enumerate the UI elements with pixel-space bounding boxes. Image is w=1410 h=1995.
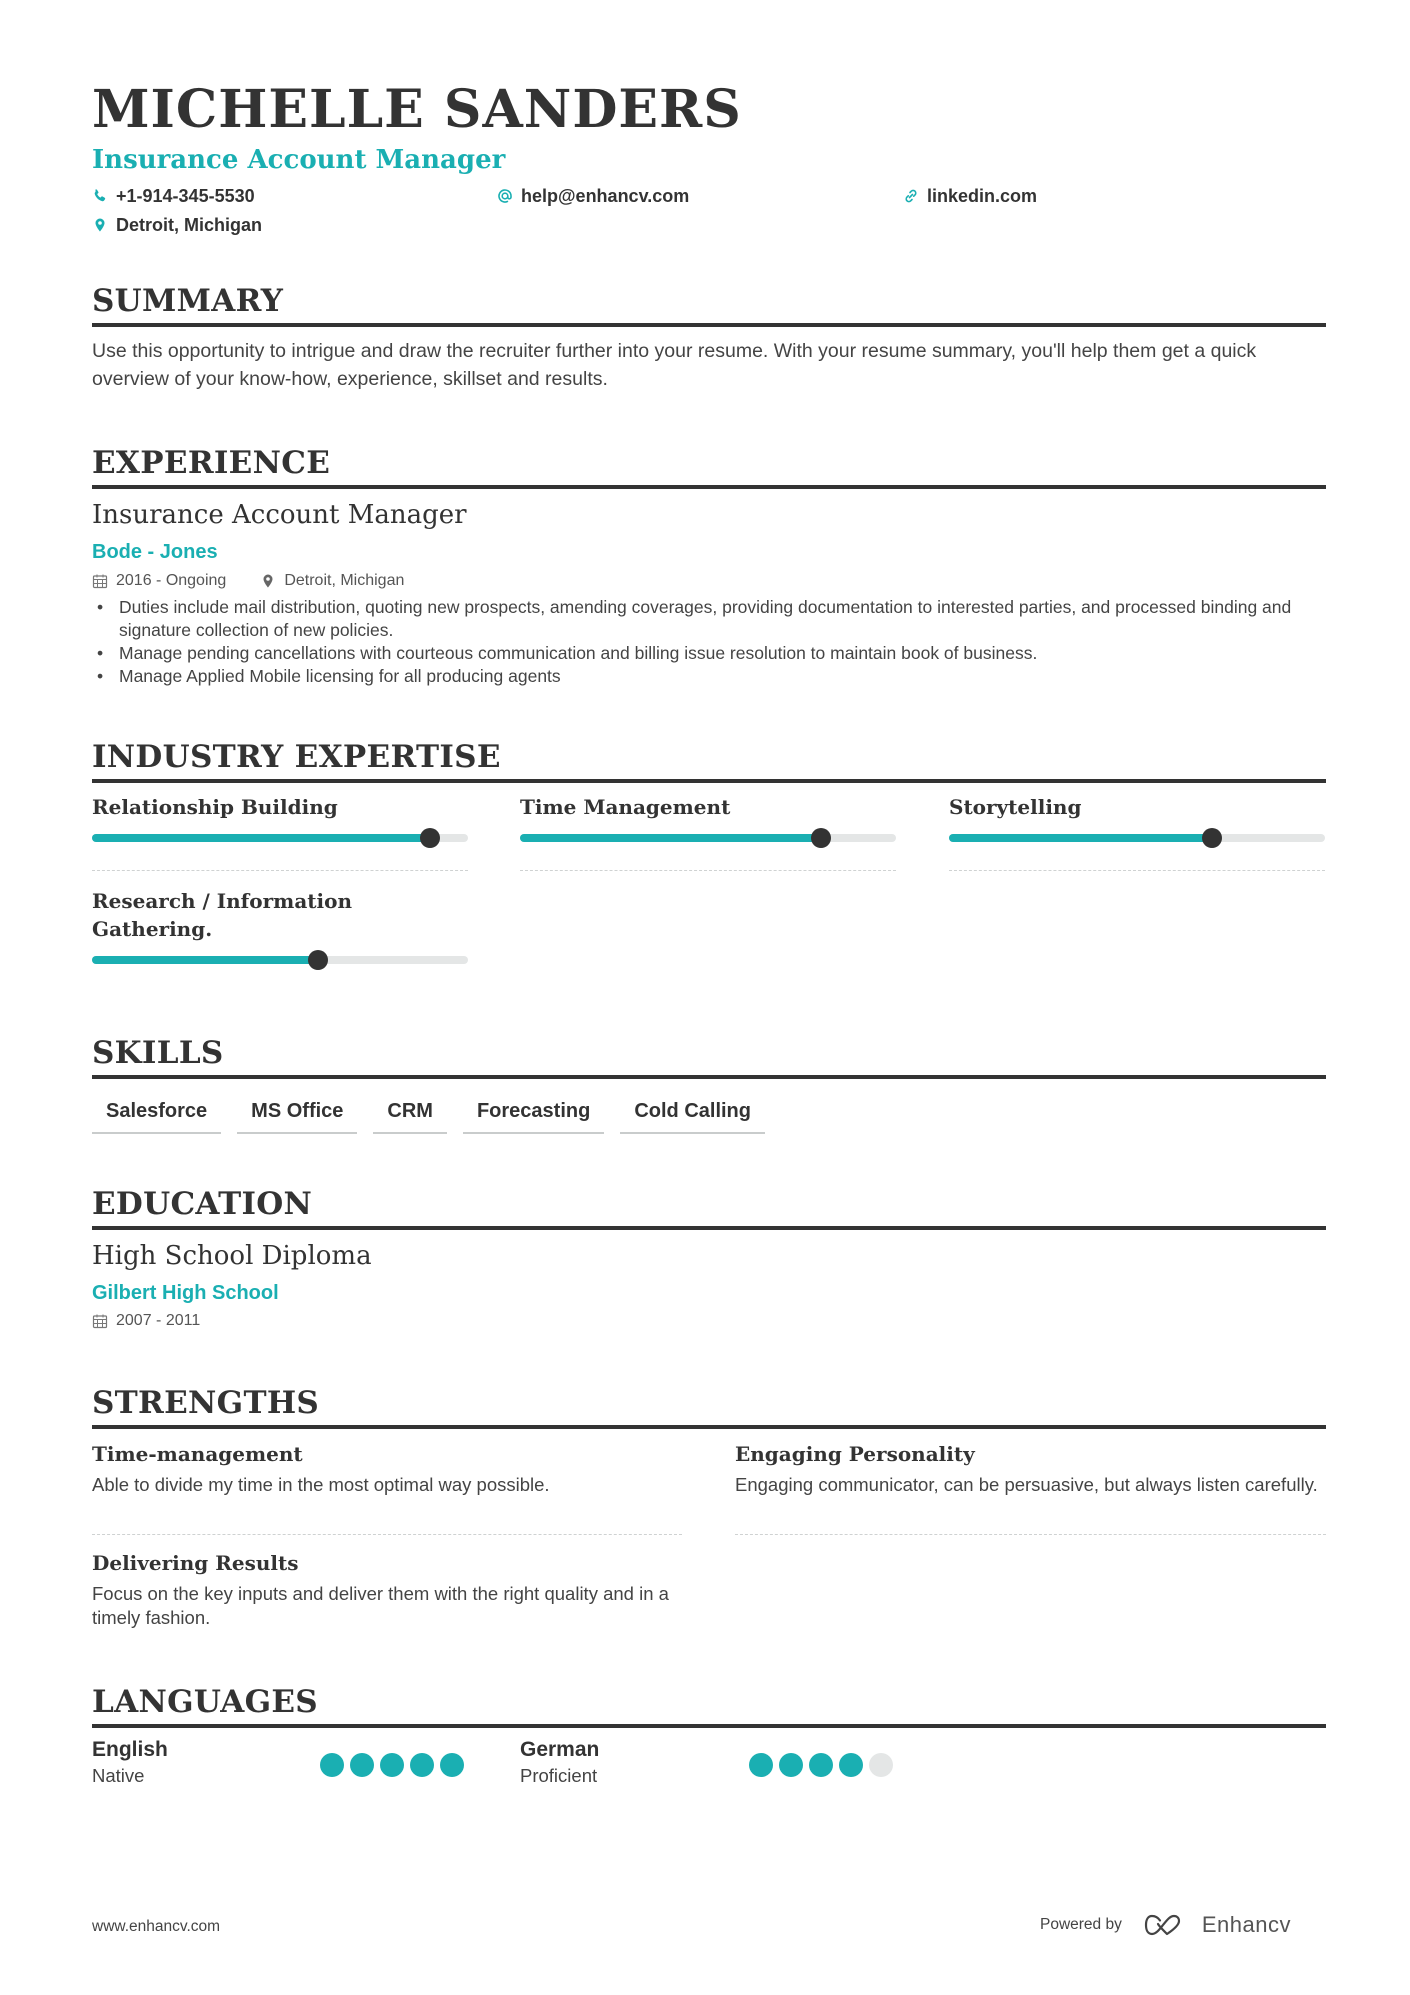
rating-dot-filled [839, 1753, 863, 1777]
expertise-bar-knob [811, 828, 831, 848]
expertise-item [92, 887, 468, 964]
expertise-bar [92, 956, 468, 964]
bullet-item: • Manage Applied Mobile licensing for all producing agents [92, 665, 1326, 688]
bullet-item: • Duties include mail distribution, quoting new prospects, amending coverages, providing documentation to interested parties, and processed binding and signature collection of new policies. [92, 596, 1326, 642]
strength-description: Engaging communicator, can be persuasive, but always listen carefully. [735, 1474, 1318, 1495]
email-text: help@enhancv.com [521, 186, 690, 206]
section-divider [92, 779, 1326, 783]
strength-title: Engaging Personality [735, 1442, 975, 1466]
expertise-label: Storytelling [949, 795, 1082, 819]
skill-tag: Salesforce [92, 1094, 221, 1134]
strength-description: Able to divide my time in the most optimal way possible. [92, 1474, 550, 1495]
calendar-icon [92, 1313, 108, 1329]
strengths-section-header [92, 1383, 1326, 1429]
contact-linkedin[interactable] [903, 184, 1037, 208]
expertise-bar-knob [308, 950, 328, 970]
section-divider [92, 1425, 1326, 1429]
skill-tag: CRM [373, 1094, 447, 1134]
experience-meta [92, 571, 404, 591]
rating-dot-filled [320, 1753, 344, 1777]
section-title: EXPERIENCE [92, 445, 331, 481]
education-meta [92, 1311, 200, 1331]
expertise-label: Research / Information Gathering. [92, 889, 352, 941]
strength-description: Focus on the key inputs and deliver them with the right quality and in a timely fashion. [92, 1583, 669, 1628]
rating-dot-filled [380, 1753, 404, 1777]
expertise-item [520, 793, 896, 871]
linkedin-text: linkedin.com [927, 186, 1038, 206]
language-level: Proficient [520, 1765, 598, 1786]
item-divider [520, 870, 896, 871]
strength-title: Time-management [92, 1442, 303, 1466]
expertise-item [949, 793, 1325, 871]
skills-tag-list [92, 1094, 765, 1134]
strength-item [92, 1549, 682, 1630]
phone-text: +1-914-345-5530 [116, 186, 255, 206]
section-divider [92, 485, 1326, 489]
expertise-bar-fill [92, 956, 318, 964]
experience-section-header [92, 443, 1326, 489]
footer-website-link[interactable]: www.enhancv.com [92, 1918, 221, 1935]
section-title: STRENGTHS [92, 1385, 320, 1421]
contact-location [92, 213, 262, 237]
education-dates: 2007 - 2011 [116, 1312, 201, 1329]
rating-dot-empty [869, 1753, 893, 1777]
phone-icon [92, 188, 108, 204]
link-icon [903, 188, 919, 204]
item-divider [92, 870, 468, 871]
language-name: German [520, 1738, 600, 1761]
skill-tag: Forecasting [463, 1094, 604, 1134]
brand-logo[interactable] [1144, 1912, 1291, 1938]
section-title: EDUCATION [92, 1186, 313, 1222]
rating-dot-filled [440, 1753, 464, 1777]
education-school[interactable]: Gilbert High School [92, 1282, 279, 1304]
location-pin-icon [92, 217, 108, 233]
education-section-header [92, 1184, 1326, 1230]
rating-dot-filled [350, 1753, 374, 1777]
language-rating [749, 1753, 893, 1777]
experience-location: Detroit, Michigan [284, 572, 405, 589]
item-divider [949, 870, 1325, 871]
expertise-bar-knob [1202, 828, 1222, 848]
strength-title: Delivering Results [92, 1551, 299, 1575]
item-divider [735, 1534, 1326, 1535]
location-text: Detroit, Michigan [116, 215, 263, 235]
strength-item [735, 1440, 1325, 1497]
powered-by-text: Powered by [1040, 1916, 1122, 1933]
section-divider [92, 1075, 1326, 1079]
experience-bullets [92, 596, 1326, 688]
language-item [520, 1737, 599, 1789]
expertise-bar-fill [92, 834, 430, 842]
expertise-bar-fill [520, 834, 821, 842]
calendar-icon [92, 573, 108, 589]
contact-email[interactable] [497, 184, 689, 208]
footer-branding [1040, 1912, 1291, 1938]
expertise-bar-knob [420, 828, 440, 848]
summary-text: Use this opportunity to intrigue and draw the recruiter further into your resume. With your resume summary, you'll help them get a quick overview of your know-how, experience, skillset and results. [92, 340, 1257, 390]
summary-section-header [92, 281, 1326, 327]
section-divider [92, 1226, 1326, 1230]
rating-dot-filled [779, 1753, 803, 1777]
contact-phone[interactable] [92, 184, 255, 208]
skill-tag: Cold Calling [620, 1094, 765, 1134]
expertise-label: Relationship Building [92, 795, 338, 819]
education-degree: High School Diploma [92, 1241, 372, 1271]
expertise-item [92, 793, 468, 871]
candidate-title: Insurance Account Manager [92, 145, 506, 175]
section-title: SKILLS [92, 1035, 224, 1071]
languages-section-header [92, 1682, 1326, 1728]
expertise-section-header [92, 737, 1326, 783]
expertise-bar [92, 834, 468, 842]
candidate-name: MICHELLE SANDERS [92, 79, 742, 140]
section-title: LANGUAGES [92, 1684, 318, 1720]
location-pin-icon [260, 573, 276, 589]
expertise-bar-fill [949, 834, 1212, 842]
experience-role: Insurance Account Manager [92, 500, 467, 530]
rating-dot-filled [410, 1753, 434, 1777]
language-rating [320, 1753, 464, 1777]
experience-dates: 2016 - Ongoing [116, 572, 227, 589]
section-divider [92, 323, 1326, 327]
skills-section-header [92, 1033, 1326, 1079]
section-divider [92, 1724, 1326, 1728]
rating-dot-filled [809, 1753, 833, 1777]
rating-dot-filled [749, 1753, 773, 1777]
brand-name: Enhancv [1201, 1912, 1291, 1937]
language-name: English [92, 1738, 168, 1761]
at-sign-icon [497, 188, 513, 204]
section-title: INDUSTRY EXPERTISE [92, 739, 501, 775]
language-item [92, 1737, 168, 1789]
experience-company[interactable]: Bode - Jones [92, 541, 218, 563]
expertise-bar [520, 834, 896, 842]
enhancv-logo-icon [1144, 1914, 1190, 1936]
strength-item [92, 1440, 682, 1497]
skill-tag: MS Office [237, 1094, 357, 1134]
language-level: Native [92, 1765, 145, 1786]
section-title: SUMMARY [92, 283, 284, 319]
expertise-label: Time Management [520, 795, 731, 819]
bullet-item: • Manage pending cancellations with courteous communication and billing issue resolution to maintain book of business. [92, 642, 1326, 665]
item-divider [92, 1534, 682, 1535]
expertise-bar [949, 834, 1325, 842]
